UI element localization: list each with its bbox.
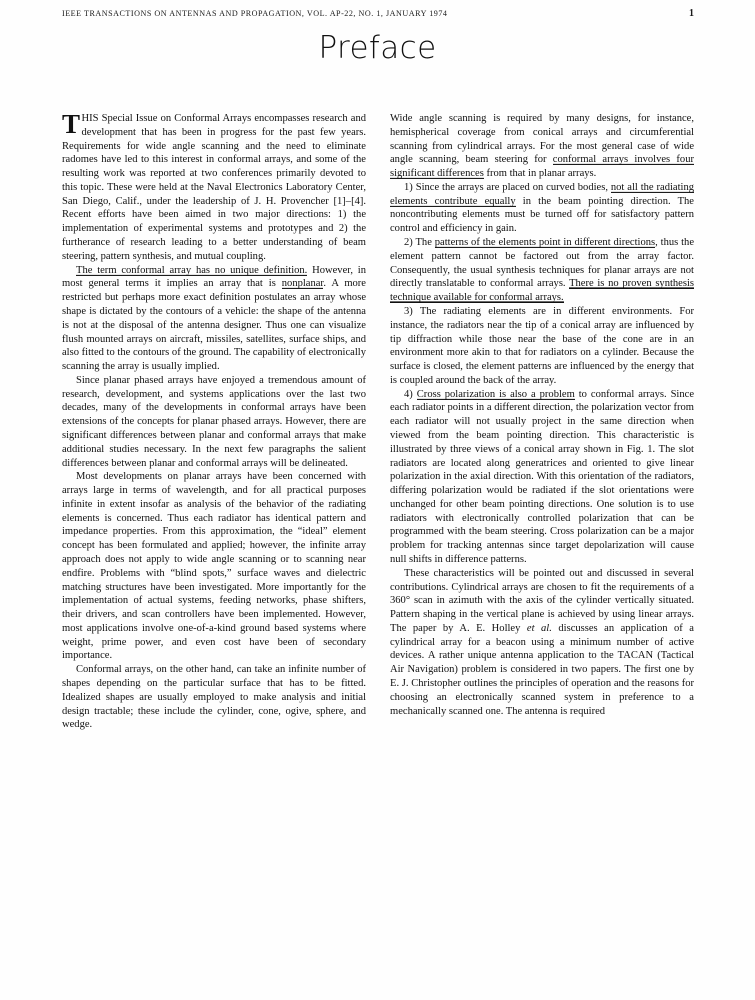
paragraph-contributions-italic: et al. [526,622,552,634]
list-item-2-number: 2) [404,237,413,249]
annotation-underline-nonplanar: nonplanar [281,278,324,290]
paragraph-wide-angle-a: Wide angle scanning is required by many designs, for instance, hemispherical coverage from conical arrays and circumferential scanning from cylindrical arrays. For the most general case of wide angle scanning, beam steering for [390,113,694,166]
page-title: Preface [318,30,437,66]
annotation-underline-no-proven-synthesis: There is no proven synthesis technique available for conformal arrays. [390,278,695,304]
annotation-underline-contribute-equally: not all the radiating elements contribute equally [390,181,694,207]
list-item-3-number: 3) [404,305,413,317]
paragraph-definition [62,264,366,374]
paragraph-intro [62,109,366,264]
paragraph-conformal-shapes: Conformal arrays, on the other hand, can take an infinite number of shapes depending on the particular surface that has to be fitted. Idealized shapes are usually employed to make analysis and initial design tractable; these include the cylinder, cone, ogive, sphere, and wedge. [62,664,366,731]
list-item-2-b: , thus the element pattern cannot be factored out from the array factor. Consequently, the usual synthesis techniques for planar arrays are not directly translatable to conformal arrays. [390,237,694,290]
list-item-4-number: 4) [404,388,413,400]
paragraph-definition-a: However, in most general terms it implies an array that is [62,264,366,290]
running-head [62,8,694,19]
body-columns [62,109,695,732]
list-item-1-a: Since the arrays are placed on curved bodies, [412,181,611,193]
drop-cap: T [62,109,81,139]
annotation-underline-patterns-point: patterns of the elements point in different directions [434,237,656,249]
paragraph-definition-b: . A more restricted but perhaps more exact definition postulates an array whose shape is dictated by the contours of a vehicle: the shape of the antenna is not at the disposal of the antenna designer. Thus one can visualize flush mounted arrays on aircraft, missiles, satellites, surface ships, and also fitted to the contours of the ground. The capability of electronically scanning the array is usually implied. [62,278,366,373]
list-item-2-a: The [412,237,435,249]
list-item-2 [390,236,694,305]
list-item-1-b: in the beam pointing direction. The noncontributing elements must be turned off for satisfactory pattern control and efficiency in gain. [390,195,694,235]
list-item-1 [390,181,694,236]
annotation-underline-cross-polarization: Cross polarization is also a problem [416,388,575,400]
running-head-journal: IEEE TRANSACTIONS ON ANTENNAS AND PROPAGATION, VOL. AP-22, NO. 1, JANUARY 1974 [62,9,448,18]
list-item-3-text: The radiating elements are in different environments. For instance, the radiators near the tip of a conical array are influenced by tip diffraction while those near the base of the cone are in an environment more akin to that for radiators on a cylinder. Because the surface is closed, the element patterns are influenced by the energy that is coupled around the back of the array. [390,305,694,386]
page-number: 1 [689,8,694,19]
paragraph-contributions-b: discusses an application of a cylindrical array for a beacon using a minimum number of active devices. A rather unique antenna application to the TACAN (Tactical Air Navigation) problem is considered in two papers. The first one by E. J. Christopher outlines the principles of operation and the reasons for choosing an electronically scanned system in preference to a mechanically scanned one. The antenna is required [390,622,694,717]
annotation-underline-four-differences: conformal arrays involves four significant differences [390,154,694,180]
paragraph-wide-angle-b: from that in planar arrays. [483,168,597,180]
list-item-3 [390,305,694,388]
list-item-4-b: to conformal arrays. Since each radiator points in a different direction, the polarization vector from each radiator will not usually project in the same direction when viewed from the beam pointing direction. This characteristic is illustrated by three views of a conical array shown in Fig. 1. The slot radiators are located along generatrices and oriented to give linear polarization in the axial direction. With this orientation of the radiators, differing polarization would be radiated if the slot orientations were unchanged for other beam pointing directions. One solution is to use radiators with electronically controlled polarization that can be programmed with the beam steering. Cross polarization can be a major problem for tracking antennas since target depolarization will cause null shifts in difference patterns. [390,388,694,565]
list-item-1-number: 1) [404,181,413,193]
paragraph-contributions-a: These characteristics will be pointed out and discussed in several contributions. Cylindrical arrays are chosen to fit the requirements of a 360° scan in azimuth with the axis of the cylinder vertically situated. Pattern shaping in the vertical plane is achieved by using linear arrays. The paper by A. E. Holley [390,567,694,634]
paragraph-planar-developments: Most developments on planar arrays have been concerned with arrays large in terms of wavelength, and for all practical purposes infinite in extent insofar as analysis of the behavior of the radiating elements is concerned. Thus each radiator has identical pattern and impedance properties. From this approximation, the “ideal” element concept has been formulated and applied; however, the infinite array approach does not apply to wide angle scanning or to scanning near endfire. Problems with “blind spots,” surface waves and dielectric matching structures have been investigated. More importantly for the implementation of actual systems, feeding networks, phase shifters, their drivers, and scan controllers have been implemented. However, most applications involve one-of-a-kind ground based systems where weight, prime power, and even cost have been of secondary importance. [62,471,366,662]
left-column [62,109,366,732]
paragraph-intro-text: HIS Special Issue on Conformal Arrays encompasses research and development that has been in progress for the past few years. Requirements for wide angle scanning and the need to eliminate radomes have led to this interest in conformal arrays, and some of the resulting work was reported at two conferences primarily devoted to this topic. These were held at the Naval Electronics Laboratory Center, San Diego, Calif., under the leadership of J. H. Provencher [1]–[4]. Recent efforts have been aimed in two major directions: 1) the implementation of experimental systems and prototypes and 2) the furtherance of research leading to a better understanding of beam steering, pattern synthesis, and mutual coupling. [62,113,366,262]
annotation-underline-definition: The term conformal array has no unique definition. [76,264,308,276]
list-item-4 [390,388,694,567]
paragraph-contributions [390,567,694,719]
paragraph-wide-angle [390,112,694,181]
paragraph-planar-history: Since planar phased arrays have enjoyed a tremendous amount of research, development, and systems applications over the last two decades, many of the developments in conformal arrays have been extensions of the concepts for planar phased arrays. However, there are significant differences between planar and conformal arrays that make additional studies necessary. In the next few paragraphs the salient differences between planar and conformal arrays will be delineated. [62,374,366,469]
right-column [390,112,694,732]
